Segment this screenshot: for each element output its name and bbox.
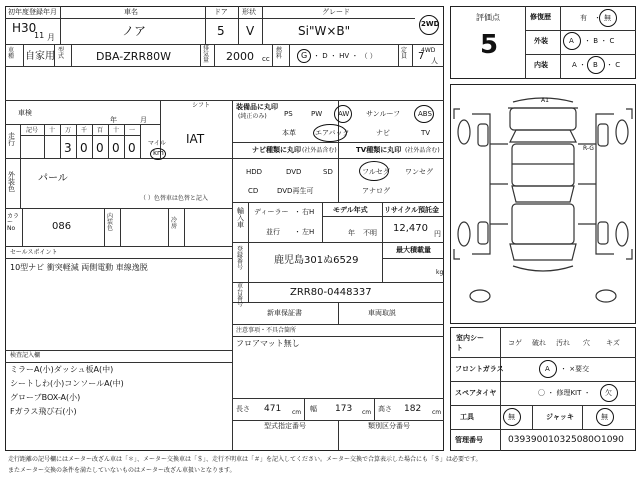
navi-dvd-play: DVD再生可	[277, 187, 314, 195]
mileage-col-4: 百	[97, 127, 104, 134]
footer-line-2: またメーター交換の条件を満たしていないものはメーター改ざん車扱いとなります。	[8, 467, 236, 474]
fuel-selected: G	[301, 51, 308, 60]
fuel-options: ・ D ・ HV ・ （ ）	[313, 52, 377, 60]
shape-value: V	[246, 24, 255, 38]
aircon-label: 冷房	[171, 217, 178, 230]
interior-score-label: 内装	[534, 61, 548, 69]
car-name: ノア	[122, 24, 147, 38]
seat-option: 破れ	[532, 339, 546, 347]
mileage-digit: 0	[112, 141, 120, 155]
interior-score-c: ・ C	[606, 61, 621, 69]
height-label: 高さ	[378, 405, 392, 413]
reg-month-unit: 月	[47, 33, 55, 42]
equip-tv: TV	[421, 129, 431, 137]
shape-label: 形状	[242, 8, 256, 16]
recycle-value: 12,470	[393, 223, 428, 234]
model-year-label: モデル年式	[333, 206, 368, 214]
footer-line-1: 走行距離の記号欄にはメーター改ざん車は「＊」、メーター交換車は「＄」、走行不明車は「＃」を記入してください。メーター交換で合算表示した場合にも「＄」は必要です。	[8, 456, 482, 463]
seat-option: 穴	[583, 339, 590, 347]
model-year-unknown: 不明	[363, 229, 377, 237]
management-label: 管理番号	[455, 436, 483, 444]
exterior-score-label: 外装	[534, 37, 548, 45]
tv-oneseg: ワンセグ	[405, 168, 433, 176]
model-label: 型式	[58, 47, 65, 60]
navi-title-note: (社外品含む)	[302, 147, 337, 154]
warranty-new-car: 新車保証書	[267, 309, 302, 317]
displacement-label: 排気量	[203, 45, 210, 64]
color-code-label: カラーNo	[7, 213, 20, 232]
inspector-line: Fガラス飛び石(小)	[10, 407, 77, 416]
tv-fullseg: フルセグ	[362, 168, 390, 176]
jack-selected: 無	[601, 413, 608, 421]
category-label: 車種	[8, 47, 15, 60]
grade-value: Si"W×B"	[298, 24, 351, 38]
registration-value: 鹿児島301ぬ6529	[274, 255, 359, 266]
equipment-title: 装備品に丸印	[236, 103, 278, 111]
mileage-digit: 0	[96, 141, 104, 155]
inspector-line: グローブBOX-A(小)	[10, 393, 81, 402]
seat-option: コゲ	[508, 339, 522, 347]
shift-label: シフト	[192, 102, 211, 109]
import-dealer: ディーラー	[254, 208, 289, 216]
score-label: 評価点	[476, 13, 500, 22]
exterior-note: （ ）色替車は色替と記入	[140, 195, 208, 202]
mileage-digit: 0	[80, 141, 88, 155]
equipment-subtitle: (純正のみ)	[238, 113, 267, 120]
max-load-unit: kg	[436, 269, 444, 276]
height-unit: cm	[432, 409, 442, 416]
length-label: 長さ	[236, 405, 250, 413]
equip-sunroof: サンルーフ	[366, 110, 401, 118]
max-load-label: 最大積載量	[396, 246, 431, 254]
capacity-label: 定員	[401, 47, 408, 60]
navi-hdd: HDD	[246, 168, 263, 176]
drive-selected: 2WD	[421, 20, 440, 28]
registration-label: 登録番号	[237, 246, 244, 271]
spare-options: 〇 ・ 修理KIT ・	[538, 389, 591, 397]
navi-title: ナビ種類に丸印	[252, 146, 301, 154]
score-value: 5	[480, 30, 499, 60]
chassis-label: 車台番号	[237, 283, 244, 308]
reg-year: H30	[12, 21, 37, 35]
category-value: 自家用	[25, 51, 55, 62]
import-label: 輸入車	[237, 207, 244, 229]
tools-selected: 無	[508, 413, 515, 421]
management-value: 039390010325080O1090	[508, 435, 624, 445]
capacity-value: 7	[418, 51, 425, 62]
car-name-label: 車名	[124, 8, 138, 16]
repair-selected: 無	[604, 14, 611, 22]
drive-other: 4WD	[421, 47, 436, 54]
inspector-line: シートしわ(小)コンソールA(中)	[10, 379, 124, 388]
reg-year-label: 初年度登録年月	[8, 8, 57, 16]
interior-score-a: A ・	[572, 61, 587, 69]
length-value: 471	[264, 404, 282, 414]
mileage-digit: 3	[64, 141, 72, 155]
exterior-label: 外装色	[8, 171, 15, 193]
displacement-value: 2000	[226, 50, 254, 63]
height-value: 182	[404, 404, 422, 414]
shift-value: IAT	[186, 132, 205, 146]
import-right-sep: ・	[294, 208, 301, 216]
capacity-unit: 人	[431, 57, 438, 65]
mileage-unit-mile: マイル	[148, 140, 166, 147]
repair-sep: ・	[594, 14, 601, 22]
mileage-col-6: 一	[129, 127, 136, 134]
tv-title: TV種類に丸印	[356, 146, 402, 154]
seat-label: 室内シート	[456, 334, 484, 352]
spare-label: スペアタイヤ	[455, 389, 497, 397]
repair-yes: 有	[580, 14, 587, 22]
mileage-digit: 0	[128, 141, 136, 155]
interior-color-label: 内装色	[107, 213, 114, 232]
tools-label: 工具	[460, 413, 474, 421]
import-left-sep: ・	[294, 228, 301, 236]
front-glass-options: ・ ×要交	[560, 365, 590, 373]
recycle-unit: 円	[434, 230, 441, 238]
displacement-unit: cc	[262, 55, 270, 63]
equip-leather: 本革	[282, 129, 296, 137]
width-unit: cm	[362, 409, 372, 416]
mileage-col-symbol: 記号	[26, 127, 39, 134]
door-value: 5	[217, 24, 225, 38]
fuel-label: 燃料	[276, 47, 283, 60]
inspector-header: 検査記入欄	[10, 352, 41, 359]
width-value: 173	[335, 404, 353, 414]
equip-ps: PS	[284, 110, 293, 118]
door-label: ドア	[214, 8, 228, 16]
mileage-col-1: 十	[49, 127, 56, 134]
equip-pw: PW	[311, 110, 323, 118]
front-glass-selected: A	[545, 365, 550, 373]
recycle-label: リサイクル預託金	[384, 206, 440, 214]
navi-dvd: DVD	[286, 168, 302, 176]
width-label: 幅	[310, 405, 317, 413]
mileage-col-2: 万	[65, 127, 72, 134]
seat-option: 汚れ	[556, 339, 570, 347]
equip-airbag: エアバック	[315, 129, 350, 137]
inspection-year-unit: 年	[110, 116, 117, 124]
inspection-label: 車検	[18, 109, 32, 117]
mileage-label: 走行	[8, 132, 15, 147]
equip-abs: ABS	[418, 110, 432, 118]
grade-label: グレード	[322, 8, 350, 16]
import-left: 左H	[302, 228, 315, 236]
exterior-score-rest: ・ B ・ C	[584, 37, 615, 45]
length-unit: cm	[292, 409, 302, 416]
category-number-label: 類別区分番号	[368, 422, 410, 430]
import-parallel: 並行	[266, 228, 280, 236]
notes-header: 注意事項・不具合箇所	[236, 327, 297, 334]
reg-month: 11	[34, 31, 45, 40]
interior-score-b: B	[593, 61, 598, 69]
spare-selected: 欠	[605, 389, 612, 397]
navi-sd: SD	[323, 168, 333, 176]
mileage-col-3: 千	[81, 127, 88, 134]
seat-option: キズ	[606, 339, 620, 347]
model-value: DBA-ZRR80W	[96, 50, 171, 63]
car-diagram	[450, 84, 636, 324]
jack-label: ジャッキ	[546, 413, 574, 421]
type-designation-label: 型式指定番号	[264, 422, 306, 430]
mileage-col-5: 十	[113, 127, 120, 134]
sales-point-text: 10型ナビ 衝突軽減 両側電動 車線逸脱	[10, 263, 148, 272]
front-glass-label: フロントガラス	[455, 365, 504, 373]
import-right: 右H	[302, 208, 315, 216]
tv-analog: アナログ	[362, 187, 390, 195]
mileage-unit-selected: km	[153, 149, 164, 157]
inspection-month-unit: 月	[140, 116, 147, 124]
model-year-unit: 年	[348, 229, 355, 237]
chassis-value: ZRR80-0448337	[290, 287, 372, 298]
navi-cd: CD	[248, 187, 259, 195]
diagram-mark-a1: A1	[541, 97, 549, 104]
exterior-score-a: A	[569, 37, 574, 45]
sales-point-header: セールスポイント	[10, 249, 58, 256]
notes-text: フロアマット無し	[236, 339, 300, 348]
diagram-mark-rg: R-G	[583, 145, 594, 152]
repair-label: 修復歴	[530, 13, 551, 21]
tv-title-note: (社外品含む)	[405, 147, 440, 154]
color-code-value: 086	[52, 221, 72, 232]
equip-aw: AW	[338, 110, 350, 118]
exterior-color: パール	[38, 173, 68, 184]
warranty-manual: 車両取説	[368, 309, 396, 317]
equip-navi: ナビ	[376, 129, 390, 137]
inspector-line: ミラーA(小)ダッシュ板A(中)	[10, 365, 114, 374]
